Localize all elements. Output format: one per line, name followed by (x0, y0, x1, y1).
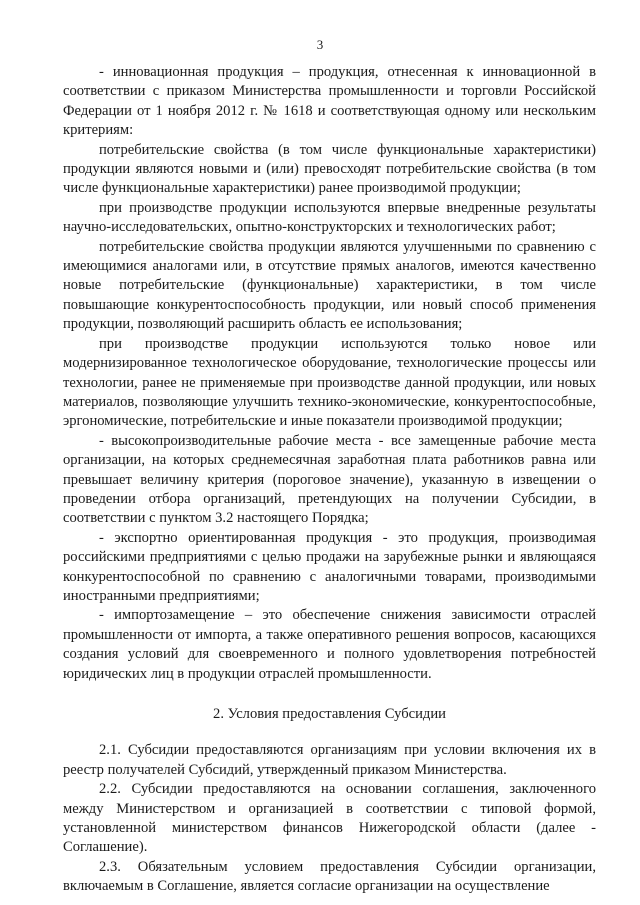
criterion-improved-properties: потребительские свойства продукции являются улучшенными по сравнению с имеющимися аналогами или, в отсутствие прямых аналогов, имеются качественно новые потребительские (функциональные) характеристики, в том числе повышающие конкурентоспособность продукции, или новый способ применения продукции, позволяющий расширить область ее использования; (63, 238, 596, 333)
definition-high-productivity-jobs: - высокопроизводительные рабочие места - все замещенные рабочие места организации, на которых среднемесячная заработная плата работников равна или превышает величину критерия (пороговое значение), указанную в извещении о проведении отбора организаций, претендующих на получении Субсидии, в соответствии с пунктом 3.2 настоящего Порядка; (63, 432, 596, 527)
clause-2-1: 2.1. Субсидии предоставляются организациям при условии включения их в реестр получателей Субсидий, утвержденный приказом Министерства. (63, 742, 596, 778)
section-heading: 2. Условия предоставления Субсидии (213, 706, 446, 722)
criterion-consumer-properties-new: потребительские свойства (в том числе функциональные характеристики) продукции являются новыми и (или) превосходят потребительские свойства (в том числе функциональные характеристики) ранее производимой продукции; (63, 141, 596, 197)
page-number: 3 (316, 37, 324, 52)
criterion-rnd-results: при производстве продукции используются впервые внедренные результаты научно-исследовательских, опытно-конструкторских и технологических работ; (63, 199, 596, 236)
definition-innovative-product: - инновационная продукция – продукция, отнесенная к инновационной в соответствии с приказом Министерства промышленности и торговли Российской Федерации от 1 ноября 2012 г. № 1618 и соответствующая одному или нескольким критериям: (63, 64, 596, 139)
document-body (63, 63, 596, 897)
definition-import-substitution: - импортозамещение – это обеспечение снижения зависимости отраслей промышленности от импорта, а также оперативного решения вопросов, касающихся создания условий для своевременного и полного удовлетворения потребностей юридических лиц в продукции отраслей промышленности. (63, 607, 596, 682)
clause-2-2: 2.2. Субсидии предоставляются на основании соглашения, заключенного между Министерством и организацией в соответствии с типовой формой, установленной министерством финансов Нижегородской области (далее - Соглашение). (63, 781, 596, 856)
definition-export-oriented-product: - экспортно ориентированная продукция - это продукция, производимая российскими предприятиями с целью продажи на зарубежные рынки и являющаяся конкурентоспособной по сравнению с аналогичными товарами, производимыми иностранными предприятиями; (63, 529, 596, 604)
criterion-new-equipment: при производстве продукции используются только новое или модернизированное технологическое оборудование, технологические процессы или технологии, ранее не применяемые при производстве данной продукции, или новых материалов, позволяющие улучшить технико-экономические, конкурентоспособные, эргономические, потребительские и иные показатели производимой продукции; (63, 335, 596, 430)
clause-2-3: 2.3. Обязательным условием предоставления Субсидии организации, включаемым в Соглашение, является согласие организации на осуществление (63, 858, 596, 895)
